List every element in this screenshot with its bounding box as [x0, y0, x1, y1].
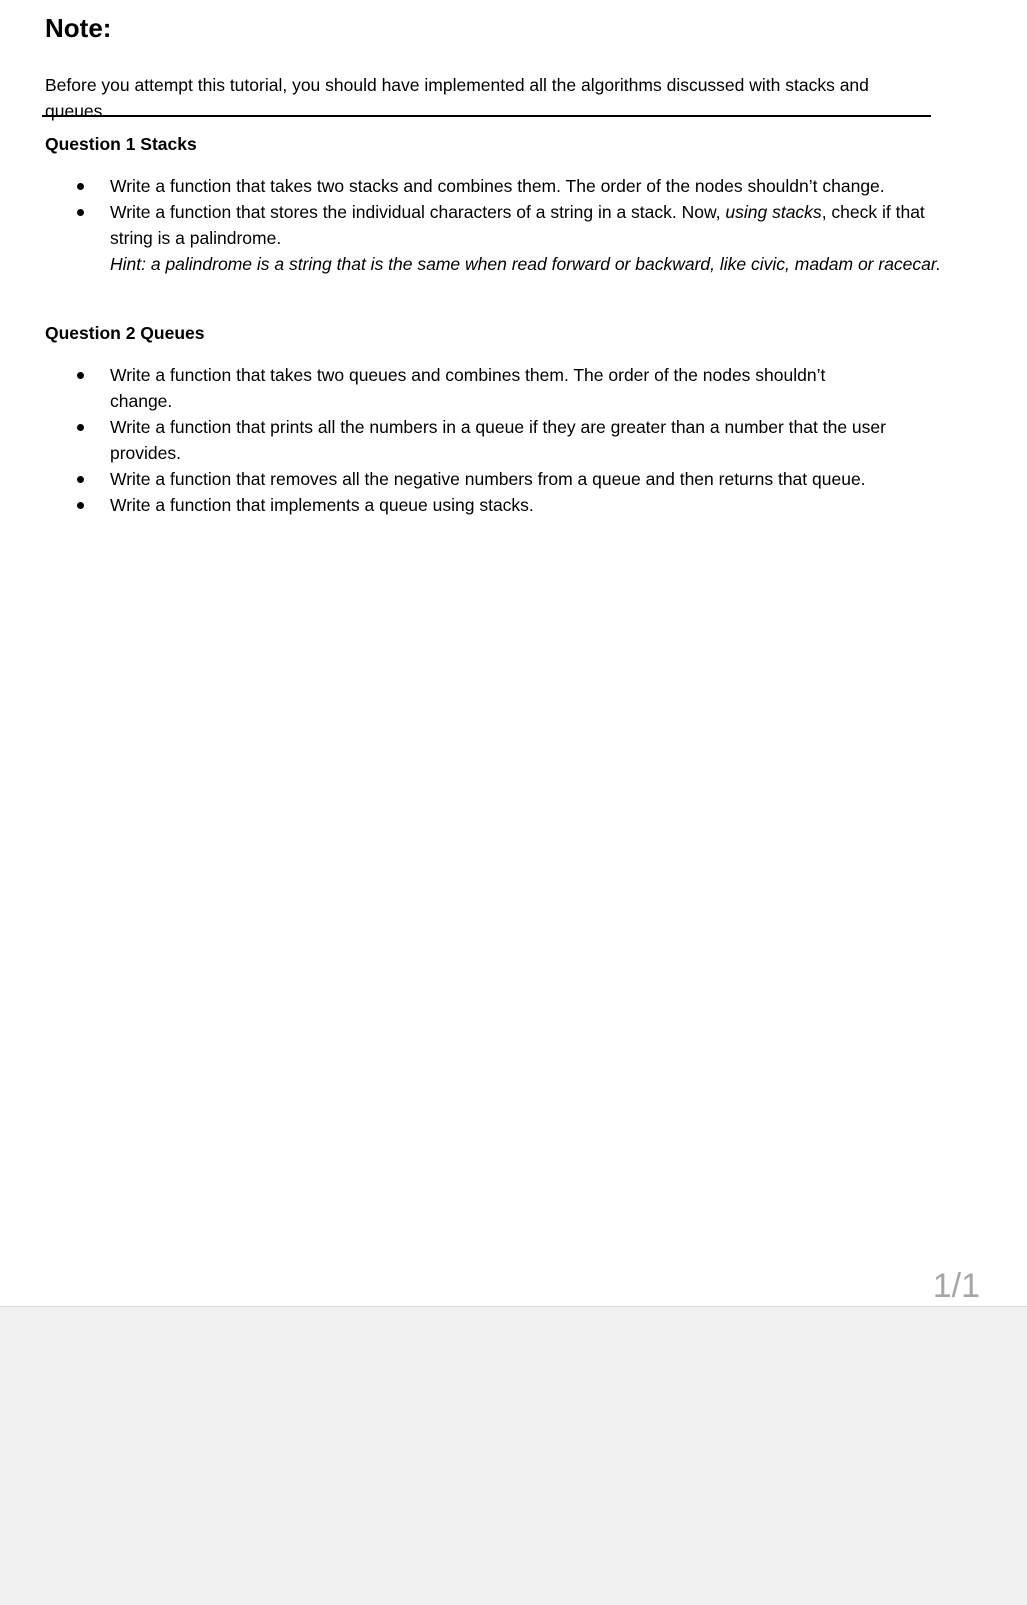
note-intro: Before you attempt this tutorial, you should have implemented all the algorithms discussed with stacks and queues. [45, 75, 869, 121]
bullet-icon [77, 424, 84, 431]
question-2-section [45, 320, 975, 518]
question-2-item-2-text: Write a function that prints all the numbers in a queue if they are greater than a number that the user provides. [110, 417, 886, 463]
list-item [45, 466, 990, 492]
bullet-icon [77, 183, 84, 190]
list-item [45, 414, 900, 466]
question-2-item-3-text: Write a function that removes all the negative numbers from a queue and then returns that queue. [110, 469, 866, 489]
note-block [45, 10, 933, 126]
question-1-item-1-text: Write a function that takes two stacks and combines them. The order of the nodes shouldn’t change. [110, 176, 885, 196]
bullet-icon [77, 372, 84, 379]
question-1-heading: Question 1 Stacks [45, 134, 197, 154]
emphasis-text: using stacks [725, 202, 822, 222]
hint-text: Hint: a palindrome is a string that is the same when read forward or backward, like civic, madam or racecar. [110, 254, 941, 274]
bullet-icon [77, 476, 84, 483]
question-2-item-1-text: Write a function that takes two queues and combines them. The order of the nodes shouldn’t change. [110, 365, 826, 411]
list-item [45, 362, 870, 414]
list-item [45, 199, 960, 277]
bullet-icon [77, 502, 84, 509]
question-1-section [45, 131, 975, 277]
question-2-heading: Question 2 Queues [45, 323, 205, 343]
bullet-icon [77, 209, 84, 216]
question-1-list [45, 173, 975, 277]
list-item [45, 492, 905, 518]
question-2-item-4-text: Write a function that implements a queue using stacks. [110, 495, 534, 515]
page-number: 1/1 [932, 1267, 980, 1305]
note-title: Note: [45, 13, 112, 43]
question-2-list [45, 362, 905, 518]
list-item [45, 173, 975, 199]
horizontal-rule [42, 115, 931, 117]
question-1-item-2-text: Write a function that stores the individual characters of a string in a stack. Now, using stacks, check if that string is a palindrome. [110, 202, 925, 248]
